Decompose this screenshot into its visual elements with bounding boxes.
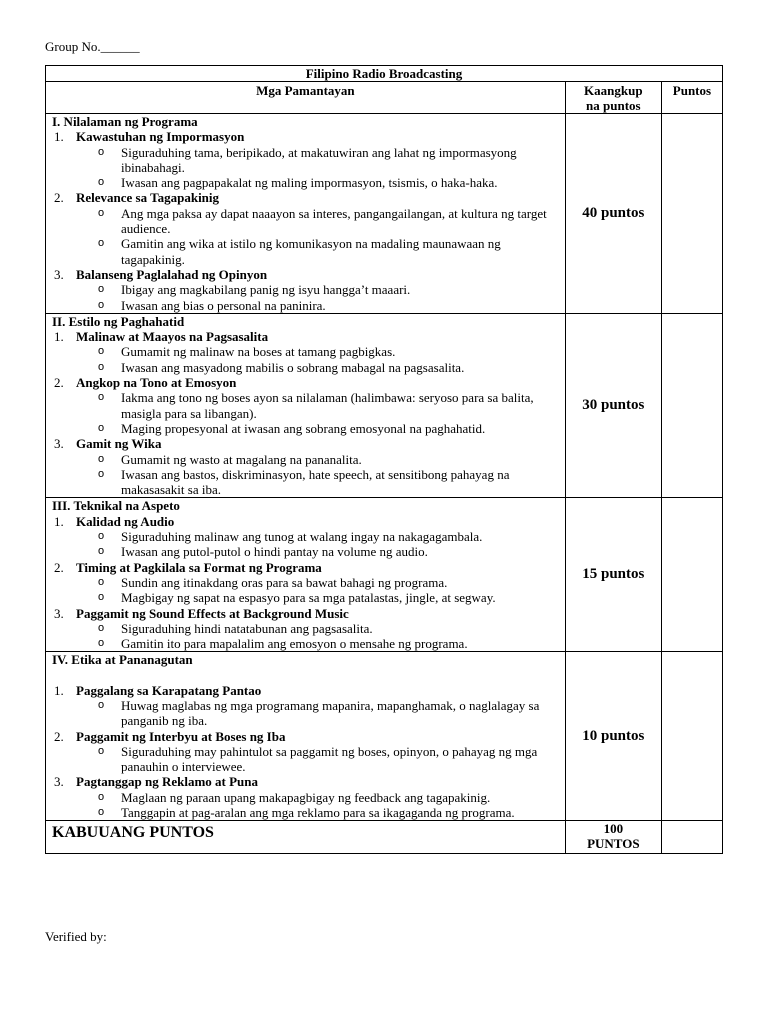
bullet-text: Maglaan ng paraan upang makapagbigay ng feedback ang tagapakinig.	[121, 789, 491, 805]
bullet-text: Gamitin ito para mapalalim ang emosyon o mensahe ng programa.	[121, 636, 468, 652]
criterion-title: Relevance sa Tagapakinig	[76, 190, 220, 206]
bullet-text: Iwasan ang bastos, diskriminasyon, hate speech, at sensitibong pahayag na makasasakit sa iba.	[121, 466, 510, 498]
criterion-bullet	[52, 636, 559, 651]
criterion-title: Paggalang sa Karapatang Pantao	[76, 682, 262, 698]
section-title: II. Estilo ng Paghahatid	[52, 313, 185, 329]
criterion-heading	[52, 514, 559, 529]
group-number-label: Group No.______	[45, 39, 140, 54]
criterion-number: 1.	[54, 329, 64, 345]
hollow-circle-icon: o	[98, 744, 105, 757]
section-score-cell[interactable]	[661, 114, 722, 314]
section-score-cell[interactable]	[661, 652, 722, 821]
criterion-bullet	[52, 744, 559, 775]
criterion-number: 3.	[54, 774, 64, 790]
section-score-cell[interactable]	[661, 498, 722, 652]
header-points: Kaangkup na puntos	[565, 82, 661, 114]
bullet-text: Siguraduhing hindi natatabunan ang pagsasalita.	[121, 620, 373, 636]
hollow-circle-icon: o	[98, 530, 105, 543]
criterion-heading	[52, 375, 559, 390]
hollow-circle-icon: o	[98, 345, 105, 358]
criterion-title: Gamit ng Wika	[76, 436, 162, 452]
criterion-number: 3.	[54, 605, 64, 621]
criterion-number: 2.	[54, 728, 64, 744]
bullet-text: Siguraduhing may pahintulot sa paggamit ng boses, opinyon, o pahayag ng mga panauhin o interviewee.	[121, 743, 538, 775]
rubric-section-row	[46, 313, 723, 498]
criterion-bullet	[52, 360, 559, 375]
criterion-bullet	[52, 805, 559, 820]
hollow-circle-icon: o	[98, 698, 105, 711]
section-spacer	[52, 668, 559, 683]
total-score-cell[interactable]	[661, 821, 722, 854]
criterion-number: 2.	[54, 190, 64, 206]
section-criteria-cell	[46, 114, 566, 314]
bullet-text: Iwasan ang pagpapakalat ng maling impormasyon, tsismis, o haka-haka.	[121, 175, 498, 191]
criterion-bullet	[52, 544, 559, 559]
hollow-circle-icon: o	[98, 206, 105, 219]
criterion-bullet	[52, 621, 559, 636]
bullet-text: Iwasan ang putol-putol o hindi pantay na volume ng audio.	[121, 544, 428, 560]
section-title: IV. Etika at Pananagutan	[52, 652, 193, 668]
bullet-text: Ibigay ang magkabilang panig ng isyu hangga’t maaari.	[121, 282, 411, 298]
criterion-heading	[52, 560, 559, 575]
hollow-circle-icon: o	[98, 283, 105, 296]
section-points: 15 puntos	[565, 498, 661, 652]
criterion-bullet	[52, 236, 559, 267]
criterion-title: Paggamit ng Interbyu at Boses ng Iba	[76, 728, 286, 744]
hollow-circle-icon: o	[98, 591, 105, 604]
section-points: 30 puntos	[565, 313, 661, 498]
hollow-circle-icon: o	[98, 360, 105, 373]
rubric-section-row	[46, 498, 723, 652]
section-title: III. Teknikal na Aspeto	[52, 498, 180, 514]
criterion-heading	[52, 683, 559, 698]
criterion-bullet	[52, 790, 559, 805]
bullet-text: Huwag maglabas ng mga programang mapanira, mapanghamak, o naglalagay sa panganib ng iba.	[121, 697, 540, 729]
criterion-bullet	[52, 145, 559, 176]
bullet-text: Iwasan ang bias o personal na paninira.	[121, 297, 326, 313]
criterion-bullet	[52, 452, 559, 467]
criterion-number: 1.	[54, 513, 64, 529]
criterion-bullet	[52, 467, 559, 498]
rubric-table	[45, 65, 723, 854]
criterion-number: 3.	[54, 436, 64, 452]
hollow-circle-icon: o	[98, 298, 105, 311]
section-points: 40 puntos	[565, 114, 661, 314]
bullet-text: Magbigay ng sapat na espasyo para sa mga patalastas, jingle, at segway.	[121, 590, 496, 606]
criterion-bullet	[52, 590, 559, 605]
criterion-number: 2.	[54, 559, 64, 575]
criterion-number: 1.	[54, 129, 64, 145]
bullet-text: Iakma ang tono ng boses ayon sa nilalaman (halimbawa: seryoso para sa balita, masigla para sa libangan).	[121, 390, 534, 421]
criterion-title: Paggamit ng Sound Effects at Background Music	[76, 605, 349, 621]
criterion-heading	[52, 729, 559, 744]
bullet-text: Iwasan ang masyadong mabilis o sobrang mabagal na pagsasalita.	[121, 359, 465, 375]
hollow-circle-icon: o	[98, 575, 105, 588]
section-title: I. Nilalaman ng Programa	[52, 114, 198, 129]
criterion-title: Balanseng Paglalahad ng Opinyon	[76, 266, 268, 282]
criterion-number: 2.	[54, 375, 64, 391]
rubric-section-row	[46, 114, 723, 314]
header-criteria: Mga Pamantayan	[46, 82, 566, 114]
hollow-circle-icon: o	[98, 790, 105, 803]
hollow-circle-icon: o	[98, 391, 105, 404]
section-points: 10 puntos	[565, 652, 661, 821]
section-criteria-cell	[46, 498, 566, 652]
hollow-circle-icon: o	[98, 145, 105, 158]
section-criteria-cell	[46, 313, 566, 498]
criterion-heading	[52, 436, 559, 451]
criterion-title: Kawastuhan ng Impormasyon	[76, 129, 245, 145]
criterion-bullet	[52, 390, 559, 421]
criterion-number: 1.	[54, 682, 64, 698]
criterion-heading	[52, 606, 559, 621]
bullet-text: Sundin ang itinakdang oras para sa bawat bahagi ng programa.	[121, 574, 448, 590]
bullet-text: Gamitin ang wika at istilo ng komunikasyon na madaling maunawaan ng tagapakinig.	[121, 236, 501, 267]
hollow-circle-icon: o	[98, 806, 105, 819]
hollow-circle-icon: o	[98, 545, 105, 558]
criterion-title: Pagtanggap ng Reklamo at Puna	[76, 774, 259, 790]
hollow-circle-icon: o	[98, 637, 105, 650]
total-label: KABUUANG PUNTOS	[46, 821, 566, 854]
bullet-text: Gumamit ng malinaw na boses at tamang pagbigkas.	[121, 344, 396, 360]
table-title-row	[46, 66, 723, 82]
bullet-text: Gumamit ng wasto at magalang na pananalita.	[121, 451, 362, 467]
verified-by-label: Verified by:	[45, 929, 107, 944]
section-score-cell[interactable]	[661, 313, 722, 498]
hollow-circle-icon: o	[98, 467, 105, 480]
bullet-text: Ang mga paksa ay dapat naaayon sa interes, pangangailangan, at kultura ng target audience.	[121, 205, 547, 237]
total-row	[46, 821, 723, 854]
criterion-bullet	[52, 529, 559, 544]
criterion-title: Timing at Pagkilala sa Format ng Programa	[76, 559, 322, 575]
criterion-bullet	[52, 344, 559, 359]
criterion-title: Malinaw at Maayos na Pagsasalita	[76, 329, 269, 345]
criterion-bullet	[52, 175, 559, 190]
criterion-bullet	[52, 298, 559, 313]
table-header-row	[46, 82, 723, 114]
criterion-title: Kalidad ng Audio	[76, 513, 175, 529]
criterion-heading	[52, 329, 559, 344]
bullet-text: Maging propesyonal at iwasan ang sobrang emosyonal na paghahatid.	[121, 420, 486, 436]
bullet-text: Tanggapin at pag-aralan ang mga reklamo para sa ikagaganda ng programa.	[121, 805, 515, 821]
criterion-title: Angkop na Tono at Emosyon	[76, 375, 237, 391]
criterion-heading	[52, 129, 559, 144]
rubric-section-row	[46, 652, 723, 821]
hollow-circle-icon: o	[98, 452, 105, 465]
bullet-text: Siguraduhing tama, beripikado, at makatuwiran ang lahat ng impormasyong ibinabahagi.	[121, 144, 517, 175]
bullet-text: Siguraduhing malinaw ang tunog at walang ingay na nakagagambala.	[121, 529, 483, 545]
criterion-bullet	[52, 206, 559, 237]
criterion-heading	[52, 190, 559, 205]
header-score: Puntos	[661, 82, 722, 114]
criterion-number: 3.	[54, 266, 64, 282]
hollow-circle-icon: o	[98, 176, 105, 189]
hollow-circle-icon: o	[98, 621, 105, 634]
criterion-bullet	[52, 421, 559, 436]
criterion-bullet	[52, 575, 559, 590]
criterion-heading	[52, 267, 559, 282]
section-criteria-cell	[46, 652, 566, 821]
hollow-circle-icon: o	[98, 237, 105, 250]
criterion-bullet	[52, 698, 559, 729]
table-title: Filipino Radio Broadcasting	[46, 66, 723, 82]
hollow-circle-icon: o	[98, 421, 105, 434]
criterion-heading	[52, 774, 559, 789]
total-points: 100 PUNTOS	[565, 821, 661, 854]
criterion-bullet	[52, 282, 559, 297]
